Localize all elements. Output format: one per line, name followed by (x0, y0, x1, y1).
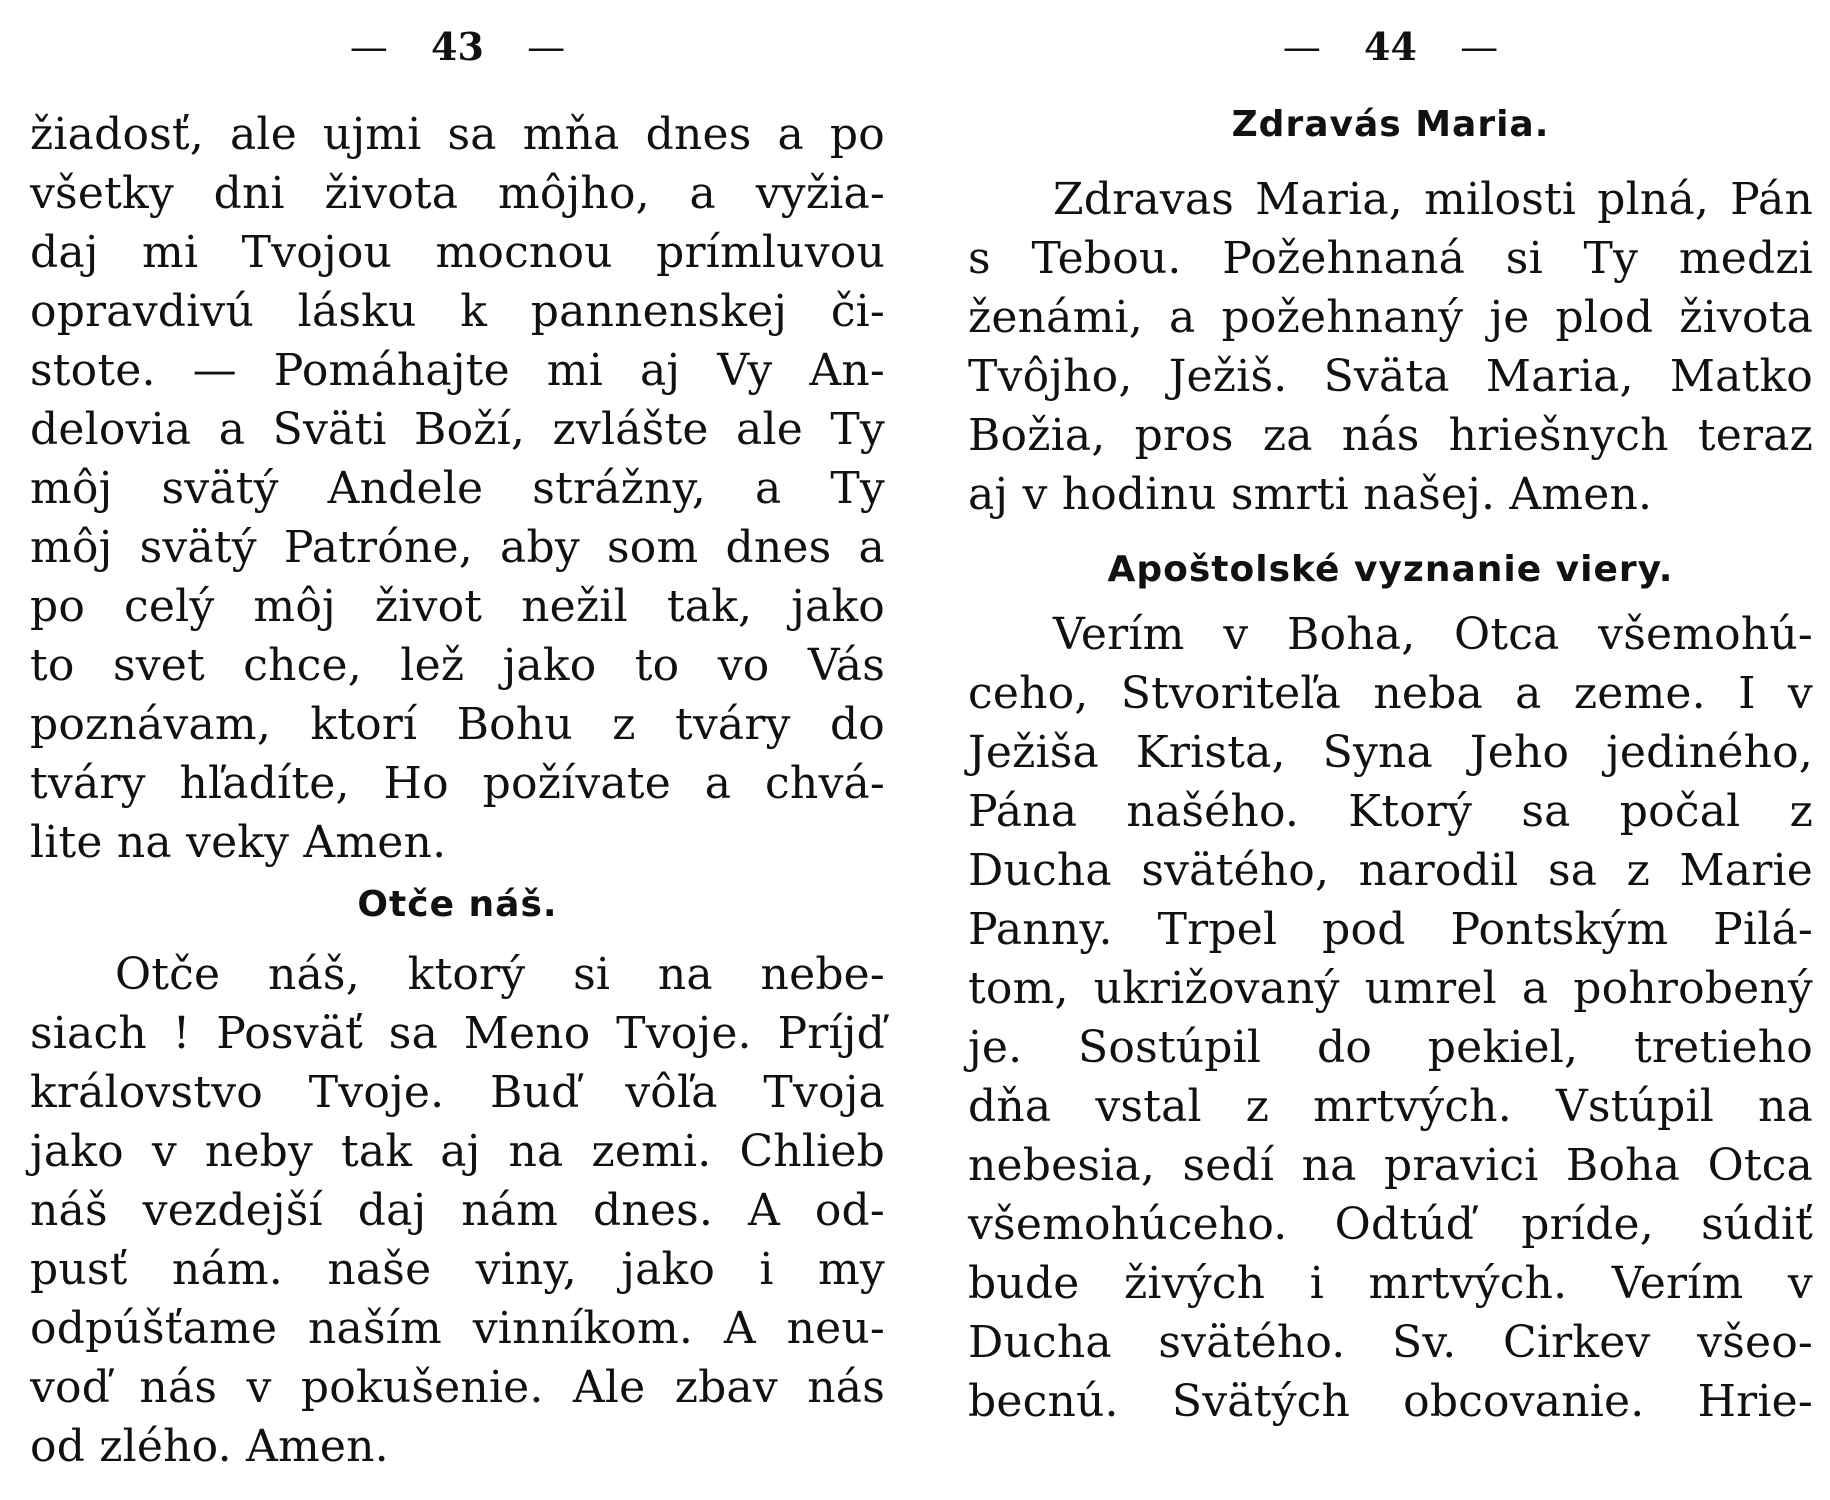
text-line: bude živých i mrtvých. Verím v (968, 1258, 1813, 1309)
page-number-dash: — (1282, 25, 1321, 69)
text-line: Božia, pros za nás hriešnych teraz (968, 410, 1813, 461)
text-line: Ježiša Krista, Syna Jeho jediného, (968, 727, 1813, 778)
section-heading-zdravas-maria: Zdravás Maria. (1231, 104, 1550, 145)
text-line: po celý môj život nežil tak, jako (30, 581, 885, 632)
text-line: náš vezdejší daj nám dnes. A od- (30, 1185, 885, 1236)
text-line: Ducha svätého. Sv. Cirkev všeo- (968, 1317, 1813, 1368)
page-number-value: 43 (431, 24, 484, 69)
page-number-value: 44 (1364, 24, 1417, 69)
text-line: aj v hodinu smrti našej. Amen. (968, 469, 1653, 520)
text-line: od zlého. Amen. (30, 1421, 389, 1472)
text-line: tom, ukrižovaný umrel a pohrobený (968, 963, 1813, 1014)
text-line: stote. — Pomáhajte mi aj Vy An- (30, 345, 885, 396)
text-line: tváry hľadíte, Ho požívate a chvá- (30, 758, 885, 809)
text-line: daj mi Tvojou mocnou prímluvou (30, 227, 885, 278)
text-line: s Tebou. Požehnaná si Ty medzi (968, 233, 1813, 284)
text-line: poznávam, ktorí Bohu z tváry do (30, 699, 885, 750)
page-number-right (968, 22, 1813, 72)
page-number-dash: — (527, 25, 566, 69)
text-line: Tvôjho, Ježiš. Sväta Maria, Matko (968, 351, 1813, 402)
text-line: môj svätý Andele strážny, a Ty (30, 463, 885, 514)
text-line: všetky dni života môjho, a vyžia- (30, 168, 885, 219)
text-line: Verím v Boha, Otca všemohú- (1053, 609, 1813, 660)
text-line: žiadosť, ale ujmi sa mňa dnes a po (30, 109, 885, 160)
text-line: ženámi, a požehnaný je plod života (968, 292, 1813, 343)
text-line: dňa vstal z mrtvých. Vstúpil na (968, 1081, 1813, 1132)
section-heading-apostolske-vyznanie: Apoštolské vyznanie viery. (1107, 549, 1674, 590)
text-line: opravdivú lásku k pannenskej či- (30, 286, 885, 337)
page-number-dash: — (1460, 25, 1499, 69)
text-line: Panny. Trpel pod Pontským Pilá- (968, 904, 1813, 955)
left-page (30, 0, 885, 1500)
text-line: všemohúceho. Odtúď príde, súdiť (968, 1199, 1813, 1250)
continued-paragraph (30, 105, 885, 872)
text-line: jako v neby tak aj na zemi. Chlieb (30, 1126, 885, 1177)
text-line: královstvo Tvoje. Buď vôľa Tvoja (30, 1067, 885, 1118)
text-line: ceho, Stvoriteľa neba a zeme. I v (968, 668, 1813, 719)
page-number-dash: — (349, 25, 388, 69)
text-line: lite na veky Amen. (30, 817, 447, 868)
text-line: pusť nám. naše viny, jako i my (30, 1244, 885, 1295)
prayer-otce-nas (30, 945, 885, 1476)
text-line: môj svätý Patróne, aby som dnes a (30, 522, 885, 573)
text-line: delovia a Sväti Boží, zvlášte ale Ty (30, 404, 885, 455)
text-line: nebesia, sedí na pravici Boha Otca (968, 1140, 1813, 1191)
text-line: Zdravas Maria, milosti plná, Pán (1053, 174, 1813, 225)
text-line: voď nás v pokušenie. Ale zbav nás (30, 1362, 885, 1413)
text-line: je. Sostúpil do pekiel, tretieho (968, 1022, 1813, 1073)
prayer-apostolske-vyznanie (968, 605, 1813, 1431)
text-line: becnú. Svätých obcovanie. Hrie- (968, 1376, 1813, 1427)
right-page (968, 0, 1813, 1500)
prayer-zdravas-maria (968, 170, 1813, 524)
text-line: Ducha svätého, narodil sa z Marie (968, 845, 1813, 896)
text-line: to svet chce, lež jako to vo Vás (30, 640, 885, 691)
section-heading-otce-nas: Otče náš. (357, 884, 558, 925)
text-line: siach ! Posväť sa Meno Tvoje. Príjď (30, 1008, 885, 1059)
text-line: Pána našého. Ktorý sa počal z (968, 786, 1813, 837)
text-line: Otče náš, ktorý si na nebe- (115, 949, 885, 1000)
page-number-left (30, 22, 885, 72)
text-line: odpúšťame naším vinníkom. A neu- (30, 1303, 885, 1354)
